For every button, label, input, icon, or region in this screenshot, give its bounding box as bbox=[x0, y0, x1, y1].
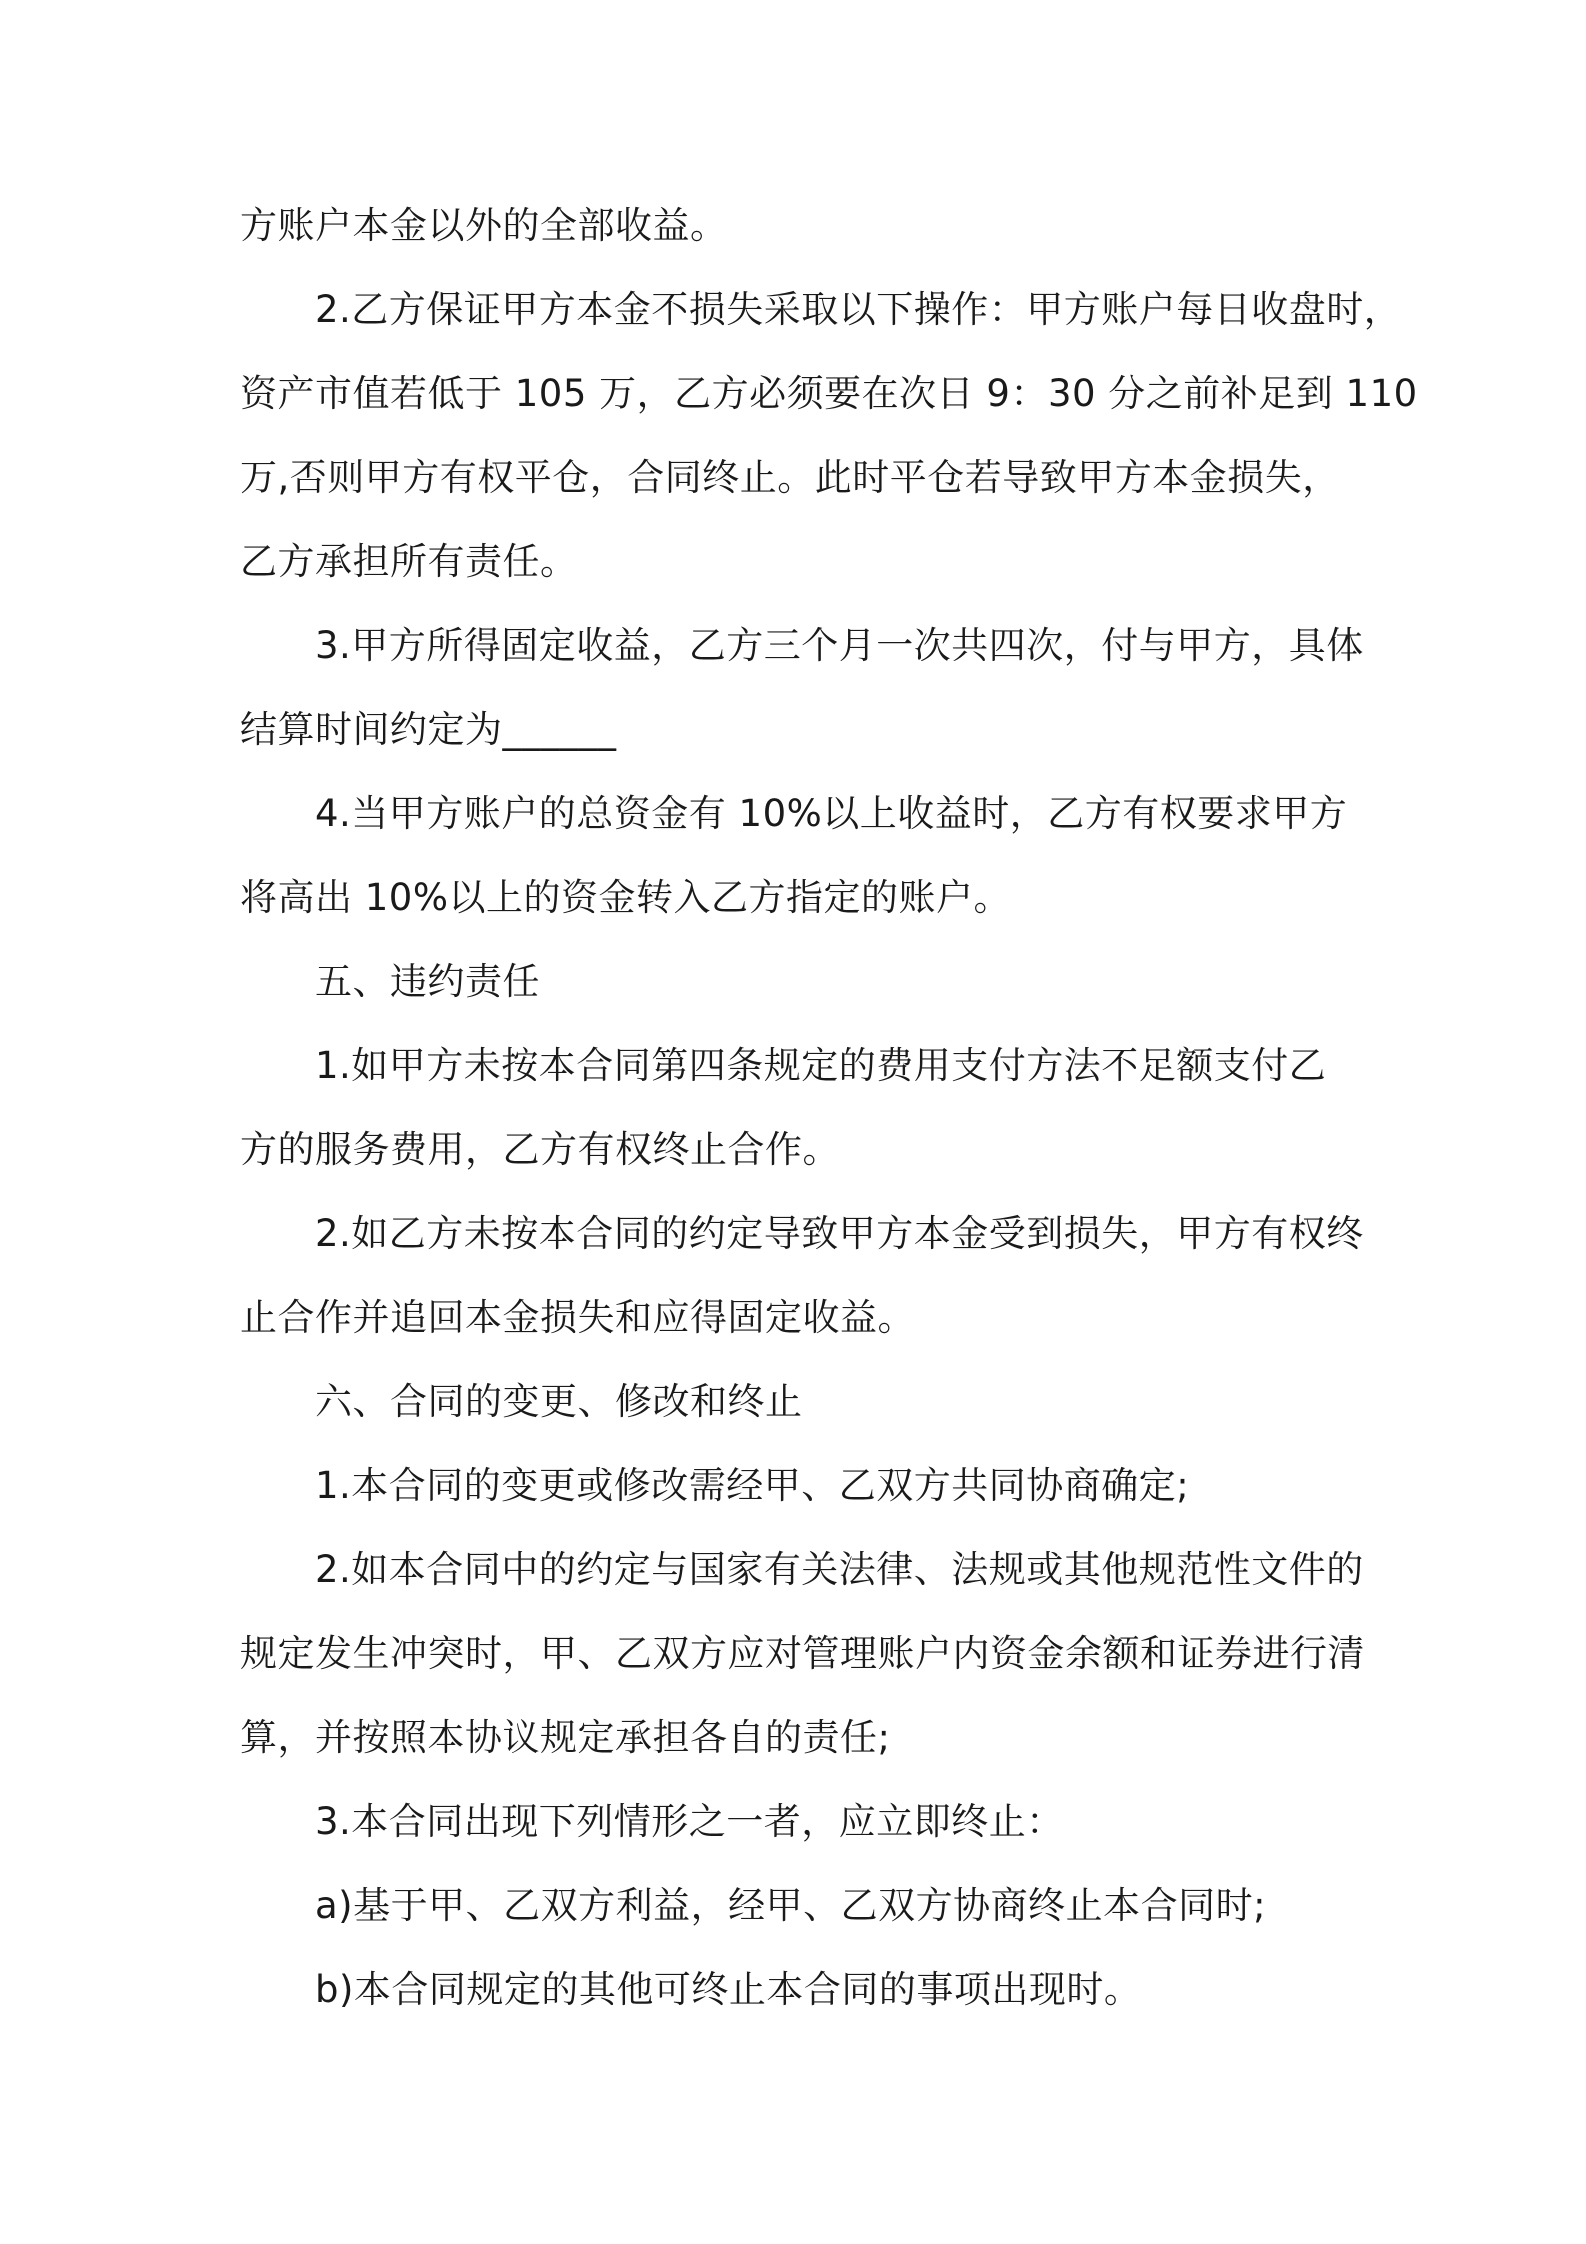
clause-3-line-1: 3.甲方所得固定收益，乙方三个月一次共四次，付与甲方，具体 bbox=[315, 624, 1364, 667]
section-5-clause-1-line-1: 1.如甲方未按本合同第四条规定的费用支付方法不足额支付乙 bbox=[315, 1044, 1327, 1087]
section-6-clause-2-line-1: 2.如本合同中的约定与国家有关法律、法规或其他规范性文件的 bbox=[315, 1548, 1364, 1591]
clause-4-line-1: 4.当甲方账户的总资金有 10%以上收益时，乙方有权要求甲方 bbox=[315, 792, 1348, 835]
section-6-heading: 六、合同的变更、修改和终止 bbox=[315, 1380, 803, 1423]
section-6-clause-3-a: a)基于甲、乙双方利益，经甲、乙双方协商终止本合同时; bbox=[315, 1884, 1267, 1927]
section-5-clause-2-line-1: 2.如乙方未按本合同的约定导致甲方本金受到损失，甲方有权终 bbox=[315, 1212, 1364, 1255]
clause-4-line-2: 将高出 10%以上的资金转入乙方指定的账户。 bbox=[240, 876, 1011, 919]
section-5-clause-1-line-2: 方的服务费用，乙方有权终止合作。 bbox=[240, 1128, 840, 1171]
section-6-clause-1: 1.本合同的变更或修改需经甲、乙双方共同协商确定; bbox=[315, 1464, 1190, 1507]
section-5-clause-2-line-2: 止合作并追回本金损失和应得固定收益。 bbox=[240, 1296, 915, 1339]
clause-2-line-4: 乙方承担所有责任。 bbox=[240, 540, 578, 583]
section-6-clause-2-line-2: 规定发生冲突时，甲、乙双方应对管理账户内资金余额和证券进行清 bbox=[240, 1632, 1365, 1675]
text-line-1: 方账户本金以外的全部收益。 bbox=[240, 204, 728, 247]
section-6-clause-3-b: b)本合同规定的其他可终止本合同的事项出现时。 bbox=[315, 1968, 1142, 2011]
section-6-clause-3: 3.本合同出现下列情形之一者，应立即终止： bbox=[315, 1800, 1064, 1843]
section-5-heading: 五、违约责任 bbox=[315, 960, 540, 1003]
clause-2-line-2: 资产市值若低于 105 万，乙方必须要在次日 9：30 分之前补足到 110 bbox=[240, 372, 1418, 415]
clause-2-line-1: 2.乙方保证甲方本金不损失采取以下操作：甲方账户每日收盘时， bbox=[315, 288, 1402, 331]
clause-3-line-2: 结算时间约定为______ bbox=[240, 708, 617, 751]
section-6-clause-2-line-3: 算，并按照本协议规定承担各自的责任; bbox=[240, 1716, 891, 1759]
clause-2-line-3: 万,否则甲方有权平仓，合同终止。此时平仓若导致甲方本金损失， bbox=[240, 456, 1340, 499]
